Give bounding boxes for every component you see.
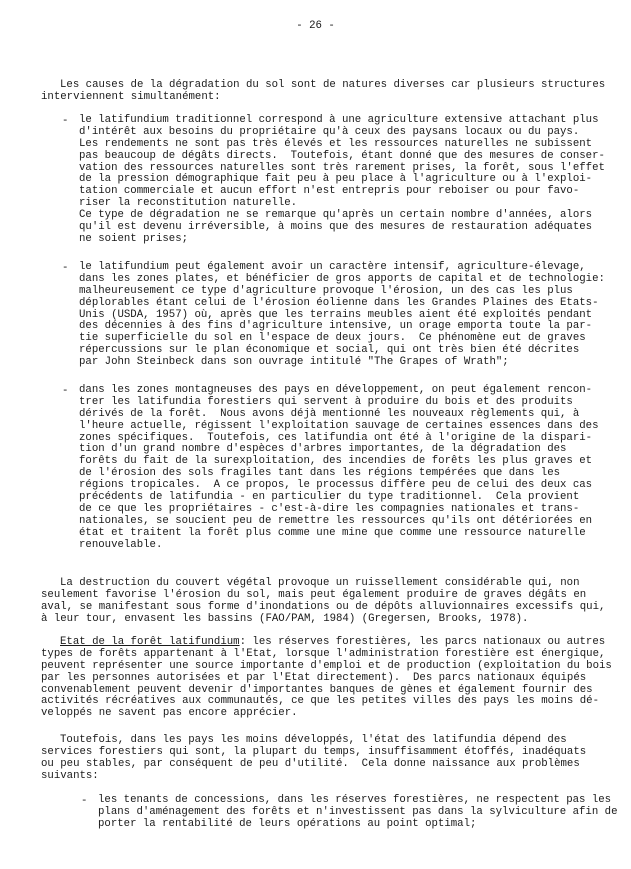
text-line: services forestiers qui sont, la plupart du temps, insuffisamment étoffés, inadéquats bbox=[41, 745, 587, 758]
text-line: dérivés de la forêt. Nous avons déjà mentionné les nouveaux règlements qui, à bbox=[79, 407, 580, 420]
text-line: dans les zones plates, et bénéficier de gros apports de capital et de technologie: bbox=[79, 272, 605, 285]
bullet-item bbox=[62, 384, 599, 551]
text-line: Unis (USDA, 1957) où, après que les terrains meubles aient été exploités pendant bbox=[79, 308, 593, 321]
text-line: le latifundium peut également avoir un caractère intensif, agriculture-élevage, bbox=[79, 261, 586, 273]
text-line: tation commerciale et aucun effort n'est entrepris pour reboiser ou pour favo- bbox=[79, 185, 580, 198]
bullet-dash: - bbox=[62, 262, 69, 274]
text-line: le latifundium traditionnel correspond à une agriculture extensive attachant plus bbox=[79, 114, 599, 126]
paragraph bbox=[41, 735, 586, 783]
bullet-dash: - bbox=[62, 385, 69, 397]
text-line: types de forêts appartenant à l'Etat, lorsque l'administration forestière est énergique, bbox=[41, 647, 606, 660]
text-line: interviennent simultanément: bbox=[41, 90, 221, 103]
text-line: plans d'aménagement des forêts et n'investissent pas dans la sylviculture afin de bbox=[98, 805, 618, 818]
text-line: seulement favorise l'érosion du sol, mais peut également produire de graves dégâts en bbox=[41, 588, 587, 601]
paragraph bbox=[41, 80, 605, 104]
text-line: déplorables étant celui de l'érosion éolienne dans les Grandes Plaines des Etats- bbox=[79, 296, 599, 309]
text-line: suivants: bbox=[41, 769, 99, 782]
bullet-dash: - bbox=[81, 795, 88, 807]
text-line: La destruction du couvert végétal provoque un ruissellement considérable qui, non bbox=[60, 577, 580, 589]
text-line: Les causes de la dégradation du sol sont de natures diverses car plusieurs structures bbox=[60, 79, 606, 91]
text-line: dans les zones montagneuses des pays en développement, on peut également rencon- bbox=[79, 384, 593, 396]
text-line: trer les latifundia forestiers qui servent à produire du bois et des produits bbox=[79, 395, 573, 408]
text-line: convenablement peuvent devenir d'importantes banques de gènes et également fournir des bbox=[41, 683, 593, 696]
text-line: à leur tour, envasent les bassins (FAO/PAM, 1984) (Gregersen, Brooks, 1978). bbox=[41, 612, 529, 625]
text-line: ne soient prises; bbox=[79, 232, 189, 245]
bullet-item bbox=[62, 114, 605, 246]
text-line: par John Steinbeck dans son ouvrage intitulé "The Grapes of Wrath"; bbox=[79, 356, 509, 369]
text-line: forêts du fait de la surexploitation, des incendies de forêts les plus graves et bbox=[79, 455, 593, 468]
text-line: Ce type de dégradation ne se remarque qu'après un certain nombre d'années, alors bbox=[79, 209, 593, 222]
text-line: peuvent représenter une source importante d'emploi et de production (exploitation du bois bbox=[41, 659, 612, 672]
text-line: veloppés ne savent pas encore apprécier. bbox=[41, 707, 298, 720]
text-line: de l'érosion des sols fragiles tant dans les régions tempérées que dans les bbox=[79, 467, 561, 480]
text-line: nationales, se soucient peu de remettre les ressources qu'ils ont détériorées en bbox=[79, 514, 593, 527]
text-line: régions tropicales. A ce propos, le processus diffère peu de celui des deux cas bbox=[79, 479, 593, 492]
bullet-item bbox=[81, 794, 618, 831]
text-line: d'intérêt aux besoins du propriétaire qu'à ceux des paysans locaux ou du pays. bbox=[79, 125, 580, 138]
page-number: - 26 - bbox=[296, 20, 335, 32]
text-line: l'heure actuelle, régissent l'exploitation sauvage de certaines essences dans des bbox=[79, 419, 599, 432]
bullet-item bbox=[62, 261, 605, 369]
text-line: Les rendements ne sont pas très élevés et les ressources naturelles ne subissent bbox=[79, 137, 593, 150]
text-line: renouvelable. bbox=[79, 538, 163, 551]
text-line: de la pression démographique fait peu à peu place à l'agriculture ou à l'exploi- bbox=[79, 173, 593, 186]
text-line: vation des ressources naturelles sont très rarement prises, la forêt, sous l'effet bbox=[79, 161, 605, 174]
text-run: : les réserves forestières, les parcs nationaux ou autres bbox=[239, 636, 606, 648]
text-line: les tenants de concessions, dans les réserves forestières, ne respectent pas les bbox=[98, 794, 612, 806]
text-line: précédents de latifundia - en particulier du type traditionnel. Cela provient bbox=[79, 491, 580, 504]
text-line: aval, se manifestant sous forme d'inondations ou de dépôts alluvionnaires excessifs qui, bbox=[41, 600, 606, 613]
paragraph bbox=[41, 578, 605, 626]
text-line: par les personnes autorisées et par l'Etat directement). Des parcs nationaux équipés bbox=[41, 671, 587, 684]
bullet-dash: - bbox=[62, 115, 69, 127]
text-line: porter la rentabilité de leurs opérations au point optimal; bbox=[98, 817, 477, 830]
section-heading: Etat de la forêt latifundium bbox=[60, 636, 240, 648]
text-line: répercussions sur le plan économique et social, qui ont très bien été décrites bbox=[79, 344, 580, 357]
text-line: qu'il est devenu irréversible, à moins que des mesures de restauration adéquates bbox=[79, 221, 593, 234]
text-line: pas beaucoup de dégâts directs. Toutefois, étant donné que des mesures de conser- bbox=[79, 149, 605, 162]
text-line: malheureusement ce type d'agriculture provoque l'érosion, un des cas les plus bbox=[79, 284, 573, 297]
text-line: des décennies à des fins d'agriculture intensive, un orage emporta toute la par- bbox=[79, 320, 593, 333]
text-line: de ce que les propriétaires - c'est-à-dire les compagnies nationales et trans- bbox=[79, 502, 580, 515]
text-line: riser la reconstitution naturelle. bbox=[79, 197, 298, 210]
paragraph bbox=[41, 637, 612, 720]
text-line: Toutefois, dans les pays les moins développés, l'état des latifundia dépend des bbox=[60, 734, 567, 746]
text-line: état et traitent la forêt plus comme une mine que comme une ressource naturelle bbox=[79, 526, 586, 539]
text-line: activités récréatives aux communautés, ce que les petites villes des pays les moins dé- bbox=[41, 695, 599, 708]
text-line: tie superficielle du sol en l'espace de deux jours. Ce phénomène eut de graves bbox=[79, 332, 586, 345]
text-line: zones spécifiques. Toutefois, ces latifundia ont été à l'origine de la dispari- bbox=[79, 431, 593, 444]
text-line: ou peu stables, par conséquent de peu d'utilité. Cela donne naissance aux problèmes bbox=[41, 757, 580, 770]
text-line: tion d'un grand nombre d'espèces d'arbres importantes, de la dégradation des bbox=[79, 443, 567, 456]
